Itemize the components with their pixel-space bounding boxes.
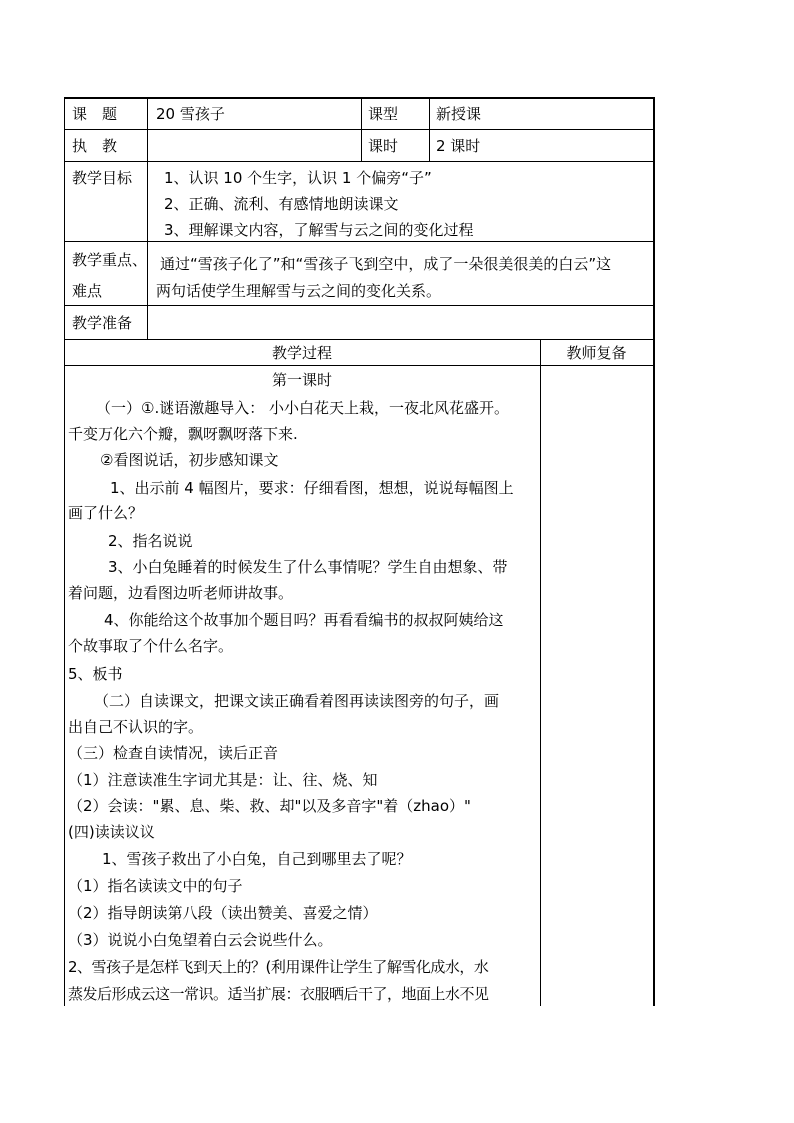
process-line: 蒸发后形成云这一常识。适当扩展：衣服晒后干了，地面上水不见 — [68, 985, 489, 1003]
process-line: 2、雪孩子是怎样飞到天上的？(利用课件让学生了解雪化成水，水 — [68, 958, 489, 976]
type-label: 课型 — [368, 105, 399, 123]
goals-label: 教学目标 — [72, 169, 133, 187]
teacher-label: 执 教 — [72, 137, 118, 155]
goal-item: 2、正确、流利、有感情地朗读课文 — [164, 195, 399, 213]
process-line: （2）指导朗读第八段（读出赞美、喜爱之情） — [68, 904, 378, 922]
process-line: 1、出示前 4 幅图片，要求：仔细看图，想想，说说每幅图上 — [110, 479, 514, 497]
process-line: （三）检查自读情况，读后正音 — [68, 744, 279, 762]
table-row-divider — [64, 339, 654, 340]
table-border-right — [653, 97, 655, 1006]
process-line: 4、你能给这个故事加个题目吗？再看看编书的叔叔阿姨给这 — [104, 611, 504, 629]
process-line: 5、板书 — [68, 665, 123, 683]
table-border-left — [64, 97, 65, 1006]
table-col-divider — [429, 97, 430, 161]
process-line: 着问题，边看图边听老师讲故事。 — [68, 584, 294, 602]
prep-label: 教学准备 — [72, 314, 133, 332]
focus-label: 教学重点、 — [72, 251, 148, 269]
lesson-hours: 2 课时 — [436, 137, 481, 155]
lesson-title: 20 雪孩子 — [156, 105, 225, 123]
title-label: 课 题 — [72, 105, 118, 123]
process-line: 画了什么？ — [68, 504, 144, 522]
process-line: (四)读读议议 — [68, 823, 155, 841]
process-line: 1、雪孩子救出了小白兔，自己到哪里去了呢？ — [102, 850, 412, 868]
focus-label: 难点 — [72, 282, 103, 300]
table-col-divider — [147, 97, 148, 339]
teacher-prep-heading: 教师复备 — [566, 344, 627, 362]
table-col-divider — [540, 339, 541, 1006]
focus-text: 两句话使学生理解雪与云之间的变化关系。 — [156, 282, 442, 300]
goal-item: 3、理解课文内容，了解雪与云之间的变化过程 — [164, 221, 474, 239]
process-heading: 教学过程 — [271, 344, 332, 362]
focus-text: 通过“雪孩子化了”和“雪孩子飞到空中，成了一朵很美很美的白云”这 — [160, 255, 612, 273]
process-line: （1）注意读准生字词尤其是：让、往、烧、知 — [68, 771, 378, 789]
table-row-divider — [64, 161, 654, 162]
process-line: 2、指名说说 — [108, 532, 193, 550]
process-line: （1）指名读读文中的句子 — [68, 877, 243, 895]
table-col-divider — [361, 97, 362, 161]
table-row-divider — [64, 305, 654, 306]
process-line: 个故事取了个什么名字。 — [68, 637, 234, 655]
table-row-divider — [64, 129, 654, 130]
process-line: （一）①.谜语激趣导入： 小小白花天上栽，一夜北风花盛开。 — [96, 399, 509, 417]
goal-item: 1、认识 10 个生字，认识 1 个偏旁“子” — [164, 169, 432, 187]
process-line: ②看图说话，初步感知课文 — [100, 451, 279, 469]
process-line: 3、小白兔睡着的时候发生了什么事情呢？学生自由想象、带 — [108, 558, 508, 576]
process-line: （二）自读课文，把课文读正确看着图再读读图旁的句子，画 — [94, 692, 500, 710]
hours-label: 课时 — [368, 137, 399, 155]
lesson-type: 新授课 — [436, 105, 482, 123]
process-line: 出自己不认识的字。 — [68, 718, 204, 736]
table-border-top — [64, 97, 654, 99]
process-line: （2）会读："累、息、柴、救、却"以及多音字"着（zhao）" — [68, 797, 471, 815]
lesson-session-title: 第一课时 — [271, 371, 332, 389]
process-line: （3）说说小白兔望着白云会说些什么。 — [68, 931, 333, 949]
process-line: 千变万化六个瓣，飘呀飘呀落下来. — [68, 425, 298, 443]
table-row-divider — [64, 365, 654, 366]
table-row-divider — [64, 241, 654, 242]
